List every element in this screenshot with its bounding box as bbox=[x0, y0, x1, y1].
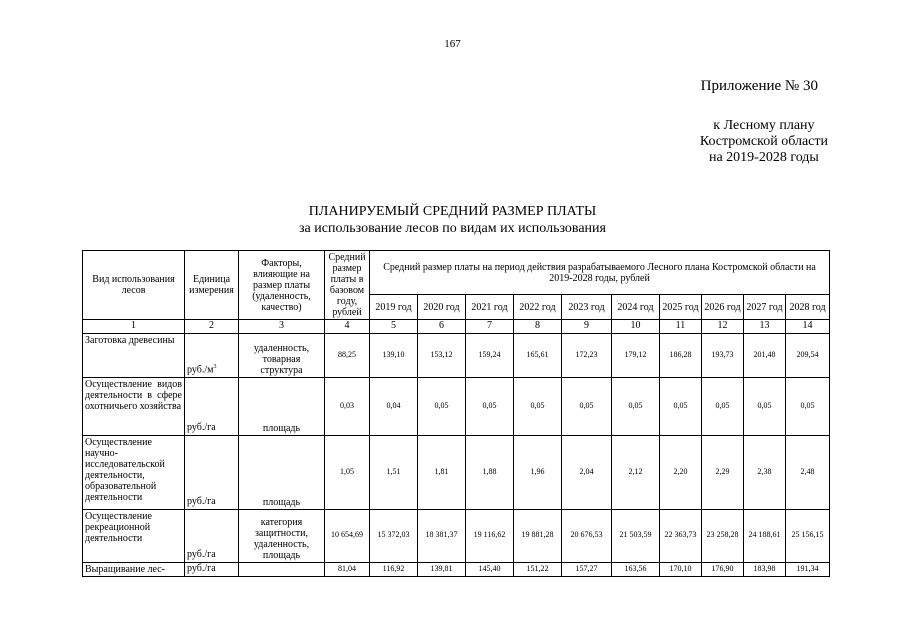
table-row bbox=[83, 509, 830, 562]
use-type-cell: Заготовка древесины bbox=[83, 333, 185, 377]
column-number: 9 bbox=[562, 320, 612, 334]
header-row bbox=[83, 251, 830, 295]
header-period-rate: Средний размер платы на период действия разрабатываемого Лесного плана Костромской области на 2019-2028 годы, рублей bbox=[370, 251, 830, 295]
year-rate-cell: 24 188,61 bbox=[744, 509, 786, 562]
year-rate-cell: 179,12 bbox=[612, 333, 660, 377]
header-year: 2028 год bbox=[786, 295, 830, 320]
document-title-block bbox=[0, 203, 905, 237]
column-number: 10 bbox=[612, 320, 660, 334]
year-rate-cell: 157,27 bbox=[562, 562, 612, 576]
year-rate-cell: 193,73 bbox=[702, 333, 744, 377]
year-rate-cell: 2,04 bbox=[562, 435, 612, 509]
column-number: 7 bbox=[466, 320, 514, 334]
year-rate-cell: 21 503,59 bbox=[612, 509, 660, 562]
year-rate-cell: 0,04 bbox=[370, 377, 418, 435]
year-rate-cell: 20 676,53 bbox=[562, 509, 612, 562]
header-year: 2026 год bbox=[702, 295, 744, 320]
year-rate-cell: 22 363,73 bbox=[660, 509, 702, 562]
column-number: 3 bbox=[239, 320, 325, 334]
year-rate-cell: 209,54 bbox=[786, 333, 830, 377]
year-rate-cell: 25 156,15 bbox=[786, 509, 830, 562]
header-year: 2024 год bbox=[612, 295, 660, 320]
year-rate-cell: 176,90 bbox=[702, 562, 744, 576]
unit-cell bbox=[185, 333, 239, 377]
year-rate-cell: 2,38 bbox=[744, 435, 786, 509]
header-year: 2019 год bbox=[370, 295, 418, 320]
column-number: 6 bbox=[418, 320, 466, 334]
table-row bbox=[83, 377, 830, 435]
year-rate-cell: 19 881,28 bbox=[514, 509, 562, 562]
table-row bbox=[83, 435, 830, 509]
column-number: 1 bbox=[83, 320, 185, 334]
year-rate-cell: 1,88 bbox=[466, 435, 514, 509]
page-number: 167 bbox=[444, 38, 461, 50]
rates-body bbox=[83, 320, 830, 577]
unit-text: руб./м bbox=[187, 364, 214, 375]
document-subtitle: за использование лесов по видам их использования bbox=[299, 221, 606, 236]
year-rate-cell: 0,05 bbox=[744, 377, 786, 435]
year-rate-cell: 153,12 bbox=[418, 333, 466, 377]
column-number: 4 bbox=[325, 320, 370, 334]
column-number: 8 bbox=[514, 320, 562, 334]
year-rate-cell: 186,28 bbox=[660, 333, 702, 377]
column-number: 12 bbox=[702, 320, 744, 334]
header-use-type: Вид использования лесов bbox=[83, 251, 185, 320]
year-rate-cell: 0,05 bbox=[660, 377, 702, 435]
forest-plan-line: на 2019-2028 годы bbox=[708, 150, 819, 165]
header-year: 2025 год bbox=[660, 295, 702, 320]
year-rate-cell: 23 258,28 bbox=[702, 509, 744, 562]
rates-table bbox=[82, 250, 830, 577]
year-rate-cell: 163,56 bbox=[612, 562, 660, 576]
header-factors: Факторы, влияющие на размер платы (удаленность, качество) bbox=[239, 251, 325, 320]
base-rate-cell: 1,05 bbox=[325, 435, 370, 509]
table-row bbox=[83, 333, 830, 377]
year-rate-cell: 0,05 bbox=[702, 377, 744, 435]
factor-cell: площадь bbox=[239, 377, 325, 435]
appendix-label: Приложение № 30 bbox=[700, 78, 818, 94]
year-rate-cell: 0,05 bbox=[786, 377, 830, 435]
unit-cell: руб./га bbox=[185, 377, 239, 435]
forest-plan-line: Костромской области bbox=[699, 134, 828, 149]
year-rate-cell: 2,48 bbox=[786, 435, 830, 509]
forest-plan-line: к Лесному плану bbox=[713, 118, 815, 133]
column-number: 14 bbox=[786, 320, 830, 334]
base-rate-cell: 10 654,69 bbox=[325, 509, 370, 562]
year-rate-cell: 0,05 bbox=[612, 377, 660, 435]
header-base-rate: Средний размер платы в базовом году, рублей bbox=[325, 251, 370, 320]
year-rate-cell: 2,20 bbox=[660, 435, 702, 509]
year-rate-cell: 1,51 bbox=[370, 435, 418, 509]
year-rate-cell: 1,96 bbox=[514, 435, 562, 509]
header-unit: Единица измерения bbox=[185, 251, 239, 320]
header-year: 2023 год bbox=[562, 295, 612, 320]
forest-plan-reference bbox=[700, 118, 828, 166]
year-rate-cell: 0,05 bbox=[514, 377, 562, 435]
base-rate-cell: 81,04 bbox=[325, 562, 370, 576]
year-rate-cell: 172,23 bbox=[562, 333, 612, 377]
column-number: 2 bbox=[185, 320, 239, 334]
factor-cell: категория защитности, удаленность, площадь bbox=[239, 509, 325, 562]
use-type-cell: Осуществление видов деятельности в сфере охотничьего хозяйства bbox=[83, 377, 185, 435]
year-rate-cell: 191,34 bbox=[786, 562, 830, 576]
year-rate-cell: 170,10 bbox=[660, 562, 702, 576]
column-number: 5 bbox=[370, 320, 418, 334]
document-title: ПЛАНИРУЕМЫЙ СРЕДНИЙ РАЗМЕР ПЛАТЫ bbox=[308, 204, 597, 219]
unit-cell: руб./га bbox=[185, 435, 239, 509]
column-number: 11 bbox=[660, 320, 702, 334]
header-year: 2027 год bbox=[744, 295, 786, 320]
column-number-row bbox=[83, 320, 830, 334]
year-rate-cell: 0,05 bbox=[562, 377, 612, 435]
year-rate-cell: 151,22 bbox=[514, 562, 562, 576]
year-rate-cell: 183,98 bbox=[744, 562, 786, 576]
year-rate-cell: 19 116,62 bbox=[466, 509, 514, 562]
base-rate-cell: 0,03 bbox=[325, 377, 370, 435]
base-rate-cell: 88,25 bbox=[325, 333, 370, 377]
unit-superscript: 3 bbox=[213, 363, 217, 370]
year-rate-cell: 15 372,03 bbox=[370, 509, 418, 562]
year-rate-cell: 145,40 bbox=[466, 562, 514, 576]
year-rate-cell: 201,48 bbox=[744, 333, 786, 377]
factor-cell: площадь bbox=[239, 435, 325, 509]
year-rate-cell: 139,81 bbox=[418, 562, 466, 576]
year-rate-cell: 0,05 bbox=[418, 377, 466, 435]
factor-cell bbox=[239, 562, 325, 576]
year-rate-cell: 18 381,37 bbox=[418, 509, 466, 562]
unit-cell: руб./га bbox=[185, 562, 239, 576]
use-type-cell: Выращивание лес- bbox=[83, 562, 185, 576]
use-type-cell: Осуществление научно-исследовательской деятельности, образовательной деятельности bbox=[83, 435, 185, 509]
column-number: 13 bbox=[744, 320, 786, 334]
year-rate-cell: 116,92 bbox=[370, 562, 418, 576]
year-rate-cell: 0,05 bbox=[466, 377, 514, 435]
year-rate-cell: 159,24 bbox=[466, 333, 514, 377]
year-rate-cell: 2,12 bbox=[612, 435, 660, 509]
use-type-cell: Осуществление рекреационной деятельности bbox=[83, 509, 185, 562]
year-rate-cell: 139,10 bbox=[370, 333, 418, 377]
header-year: 2022 год bbox=[514, 295, 562, 320]
year-rate-cell: 2,29 bbox=[702, 435, 744, 509]
header-year: 2021 год bbox=[466, 295, 514, 320]
header-year: 2020 год bbox=[418, 295, 466, 320]
factor-cell: удаленность, товарная структура bbox=[239, 333, 325, 377]
year-rate-cell: 165,61 bbox=[514, 333, 562, 377]
unit-cell: руб./га bbox=[185, 509, 239, 562]
year-rate-cell: 1,81 bbox=[418, 435, 466, 509]
table-row bbox=[83, 562, 830, 576]
